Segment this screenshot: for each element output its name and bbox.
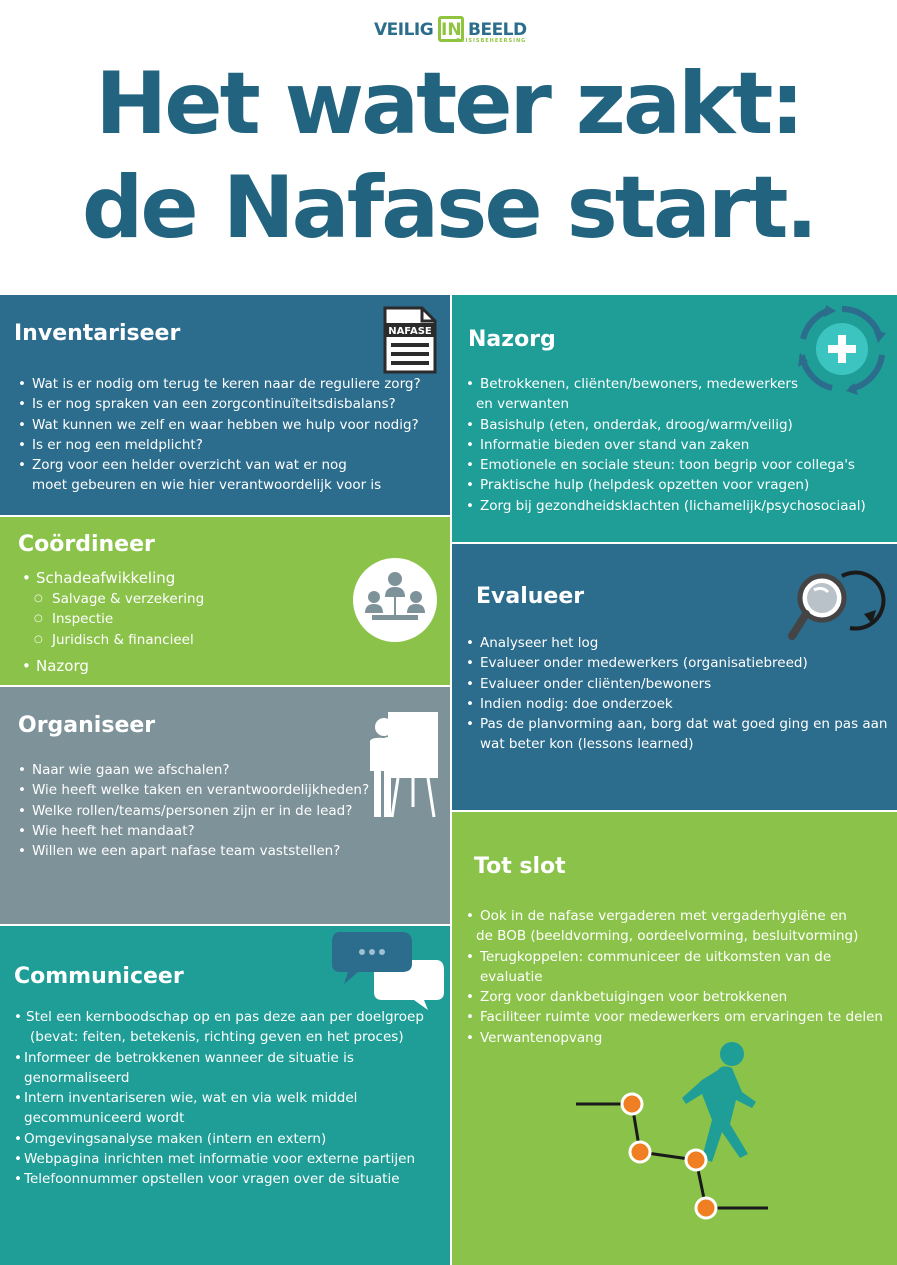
panel-evalueer [452, 544, 897, 810]
list-item: • Naar wie gaan we afschalen? [14, 760, 369, 780]
list-item: • Wat kunnen we zelf en waar hebben we hulp voor nodig? [14, 415, 421, 435]
list-item: • Stel een kernboodschap op en pas deze aan per doelgroep [10, 1007, 424, 1027]
panel-nazorg [452, 295, 897, 542]
chat-bubbles-icon [330, 930, 446, 1010]
list-subitem: ○ Juridisch & financieel [18, 630, 204, 650]
list-item: • Ook in de nafase vergaderen met vergaderhygiëne en [462, 906, 897, 926]
list-item: • Is er nog een meldplicht? [14, 435, 421, 455]
list-item: • Schadeafwikkeling [18, 567, 204, 589]
list-item: • Wie heeft het mandaat? [14, 821, 369, 841]
list-inventariseer [14, 374, 421, 496]
list-nazorg [462, 374, 866, 516]
list-item: • Zorg voor een helder overzicht van wat er nog [14, 455, 421, 475]
heading-organiseer: Organiseer [18, 713, 156, 738]
list-item: • Omgevingsanalyse maken (intern en extern) [10, 1129, 424, 1149]
list-item: • Evalueer onder medewerkers (organisatiebreed) [462, 653, 888, 673]
list-organiseer [14, 760, 369, 861]
list-item: • Praktische hulp (helpdesk opzetten voor vragen) [462, 475, 866, 495]
list-item: • Is er nog spraken van een zorgcontinuïteitsdisbalans? [14, 394, 421, 414]
list-item: • Telefoonnummer opstellen voor vragen over de situatie [10, 1169, 424, 1189]
list-item: • Basishulp (eten, onderdak, droog/warm/veilig) [462, 415, 866, 435]
list-item: • Intern inventariseren wie, wat en via welk middel [10, 1088, 424, 1108]
list-item-continuation: gecommuniceerd wordt [24, 1110, 185, 1127]
list-coordineer [18, 567, 204, 677]
heading-inventariseer: Inventariseer [14, 321, 181, 346]
list-item: • Faciliteer ruimte voor medewerkers om ervaringen te delen [462, 1007, 897, 1027]
list-subitem: ○ Salvage & verzekering [18, 589, 204, 609]
list-item-continuation: wat beter kon (lessons learned) [480, 736, 694, 753]
list-item: • Nazorg [18, 655, 204, 677]
list-item: • Informatie bieden over stand van zaken [462, 435, 866, 455]
page-title [0, 52, 897, 260]
panel-communiceer [0, 926, 450, 1265]
list-item: • Zorg bij gezondheidsklachten (lichamelijk/psychosociaal) [462, 496, 866, 516]
logo [372, 14, 542, 50]
list-item: • Zorg voor dankbetuigingen voor betrokkenen [462, 987, 897, 1007]
list-item: • Indien nodig: doe onderzoek [462, 694, 888, 714]
panel-inventariseer [0, 295, 450, 515]
logo-word-veilig: VEILIG [374, 20, 434, 40]
panel-tot-slot [452, 812, 897, 1265]
presenter-icon [358, 707, 444, 825]
heading-nazorg: Nazorg [468, 327, 556, 352]
list-item: • Verwantenopvang [462, 1028, 897, 1048]
document-icon-label: NAFASE [388, 326, 432, 337]
list-item-continuation: de BOB (beeldvorming, oordeelvorming, besluitvorming) [476, 928, 859, 945]
meeting-icon [352, 557, 438, 643]
list-item-continuation: moet gebeuren en wie hier verantwoordelijk voor is [32, 477, 382, 494]
list-item: • Betrokkenen, cliënten/bewoners, medewerkers [462, 374, 866, 394]
list-item: • Analyseer het log [462, 633, 888, 653]
logo-tagline: CRISISBEHEERSING [456, 38, 527, 44]
list-item: • Informeer de betrokkenen wanneer de situatie is [10, 1048, 424, 1068]
list-tot-slot [462, 906, 897, 1048]
logo-word-beeld: BEELD [468, 20, 527, 40]
list-item-continuation: en verwanten [476, 396, 570, 413]
list-item: • Pas de planvorming aan, borg dat wat goed ging en pas aan [462, 714, 888, 734]
heading-evalueer: Evalueer [476, 584, 585, 609]
list-evalueer [462, 633, 888, 755]
title-line-2: de Nafase start. [81, 158, 816, 258]
heading-tot-slot: Tot slot [474, 854, 566, 879]
list-item: • Welke rollen/teams/personen zijn er in de lead? [14, 801, 369, 821]
list-communiceer [10, 1007, 424, 1190]
list-item: • Wie heeft welke taken en verantwoordelijkheden? [14, 780, 369, 800]
list-item: • Wat is er nodig om terug te keren naar de reguliere zorg? [14, 374, 421, 394]
walking-steps-icon [572, 1034, 772, 1224]
list-item: • Evalueer onder cliënten/bewoners [462, 674, 888, 694]
list-item-continuation: genormaliseerd [24, 1069, 130, 1086]
list-subitem: ○ Inspectie [18, 609, 204, 629]
list-item: • Emotionele en sociale steun: toon begrip voor collega's [462, 455, 866, 475]
logo-word-in: IN [441, 20, 462, 40]
list-item: • Terugkoppelen: communiceer de uitkomsten van de evaluatie [462, 947, 897, 988]
panel-organiseer [0, 687, 450, 924]
heading-coordineer: Coördineer [18, 532, 155, 557]
document-icon [382, 305, 438, 375]
list-item: • Willen we een apart nafase team vaststellen? [14, 841, 369, 861]
panel-coordineer [0, 517, 450, 685]
list-item-continuation: (bevat: feiten, betekenis, richting geven en het proces) [30, 1029, 404, 1046]
heading-communiceer: Communiceer [14, 964, 184, 989]
title-line-1: Het water zakt: [95, 54, 802, 154]
list-item: • Webpagina inrichten met informatie voor externe partijen [10, 1149, 424, 1169]
